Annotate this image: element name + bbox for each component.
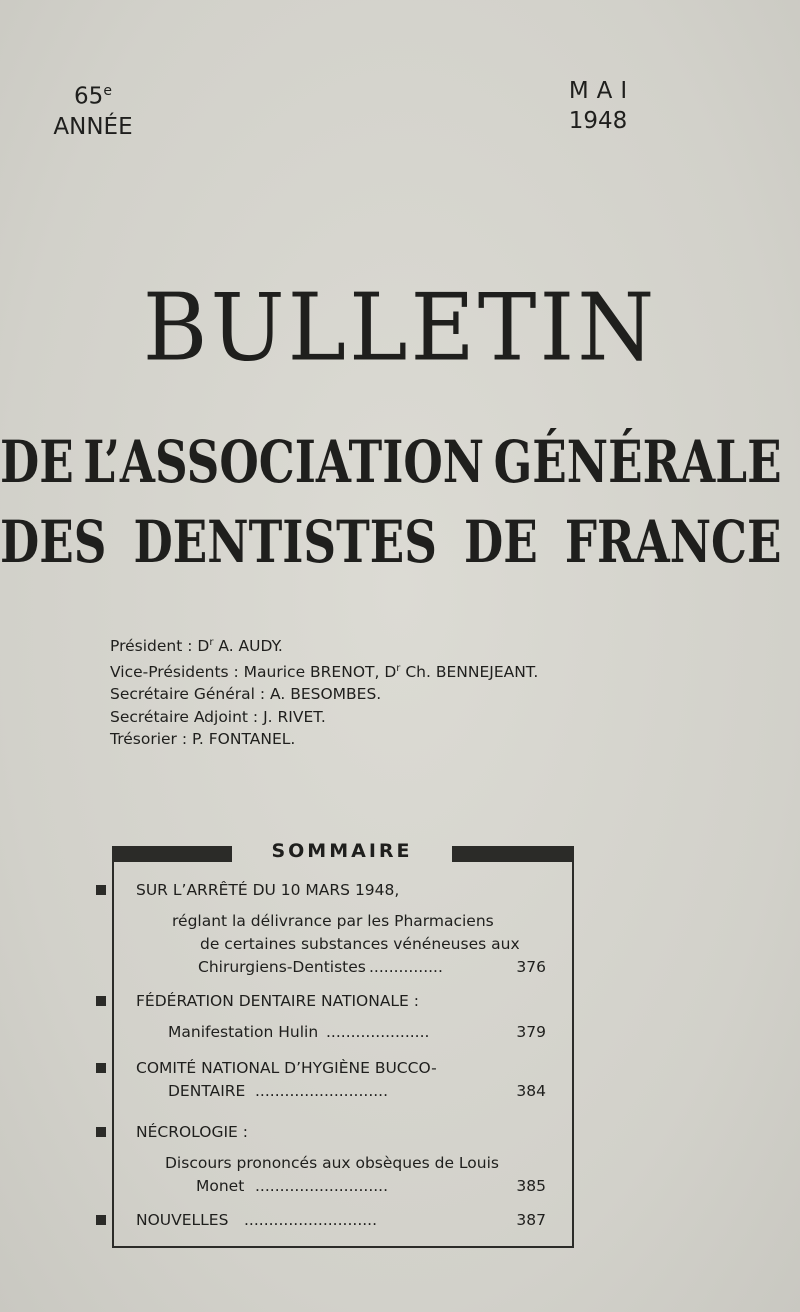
summary-header-bar-left [112,846,232,862]
entry-title: NÉCROLOGIE : [136,1123,248,1141]
edition-number: 65 [74,83,104,110]
association-name-line-1 [0,430,788,494]
dot-leader: ..................... [326,1023,430,1041]
bullet-icon [96,1127,106,1137]
entry-page-number: 379 [516,1023,546,1041]
association-word: DE [0,428,74,496]
entry-page-number: 376 [516,958,546,976]
vice-name: Ch. BENNEJEANT. [400,662,539,681]
association-name-line-2 [0,510,788,574]
president-title-sup: r [209,637,214,648]
entry-title: NOUVELLES [136,1211,229,1229]
association-word: DES [0,508,107,576]
entry-line: DENTAIRE [168,1082,246,1100]
summary-header [112,840,574,864]
edition-suffix: e [103,83,112,99]
association-word: DE [464,508,538,576]
entry-line: réglant la délivrance par les Pharmaciens [172,912,494,930]
bullet-icon [96,1215,106,1225]
entry-page-number: 385 [516,1177,546,1195]
entry-line: de certaines substances vénéneuses aux [200,935,520,953]
entry-page-number: 387 [516,1211,546,1229]
entry-line: Chirurgiens-Dentistes [198,958,366,976]
vice-title-sup: r [396,662,401,674]
entry-line: Manifestation Hulin [168,1023,319,1041]
bullet-icon [96,1063,106,1073]
officer-secretary-general: Secrétaire Général : A. BESOMBES. [110,685,382,704]
president-label: Président : D [110,637,210,656]
dot-leader: ........................... [255,1082,389,1100]
officer-president [110,632,538,658]
association-word: DENTISTES [133,508,437,576]
summary-title: SOMMAIRE [271,840,413,862]
entry-line: Discours prononcés aux obsèques de Louis [165,1154,499,1172]
entry-title: SUR L’ARRÊTÉ DU 10 MARS 1948, [136,881,400,899]
dot-leader: ............... [369,958,443,976]
association-word: FRANCE [564,508,782,576]
officers-list [110,632,538,751]
entry-line: Monet [196,1177,245,1195]
dot-leader: ........................... [244,1211,378,1229]
edition-year-block [48,76,138,142]
vice-label: Vice-Présidents : Maurice BRENOT, D [110,662,397,681]
officer-secretary-adjoint: Secrétaire Adjoint : J. RIVET. [110,707,326,726]
entry-title: COMITÉ NATIONAL D’HYGIÈNE BUCCO- [136,1059,437,1077]
summary-header-bar-right [452,846,574,862]
dot-leader: ........................... [255,1177,389,1195]
officer-treasurer: Trésorier : P. FONTANEL. [110,730,296,749]
issue-month: MAI [568,78,636,104]
edition-label: ANNÉE [53,113,133,140]
bullet-icon [96,996,106,1006]
president-name: A. AUDY. [213,637,283,656]
officer-vice-presidents [110,658,538,684]
association-word: L’ASSOCIATION [83,428,485,496]
issue-year: 1948 [568,108,628,134]
entry-page-number: 384 [516,1082,546,1100]
bulletin-title: BULLETIN [142,273,658,382]
issue-date-block [548,76,648,136]
bullet-icon [96,885,106,895]
entry-title: FÉDÉRATION DENTAIRE NATIONALE : [136,992,420,1010]
association-word: GÉNÉRALE [493,428,782,496]
